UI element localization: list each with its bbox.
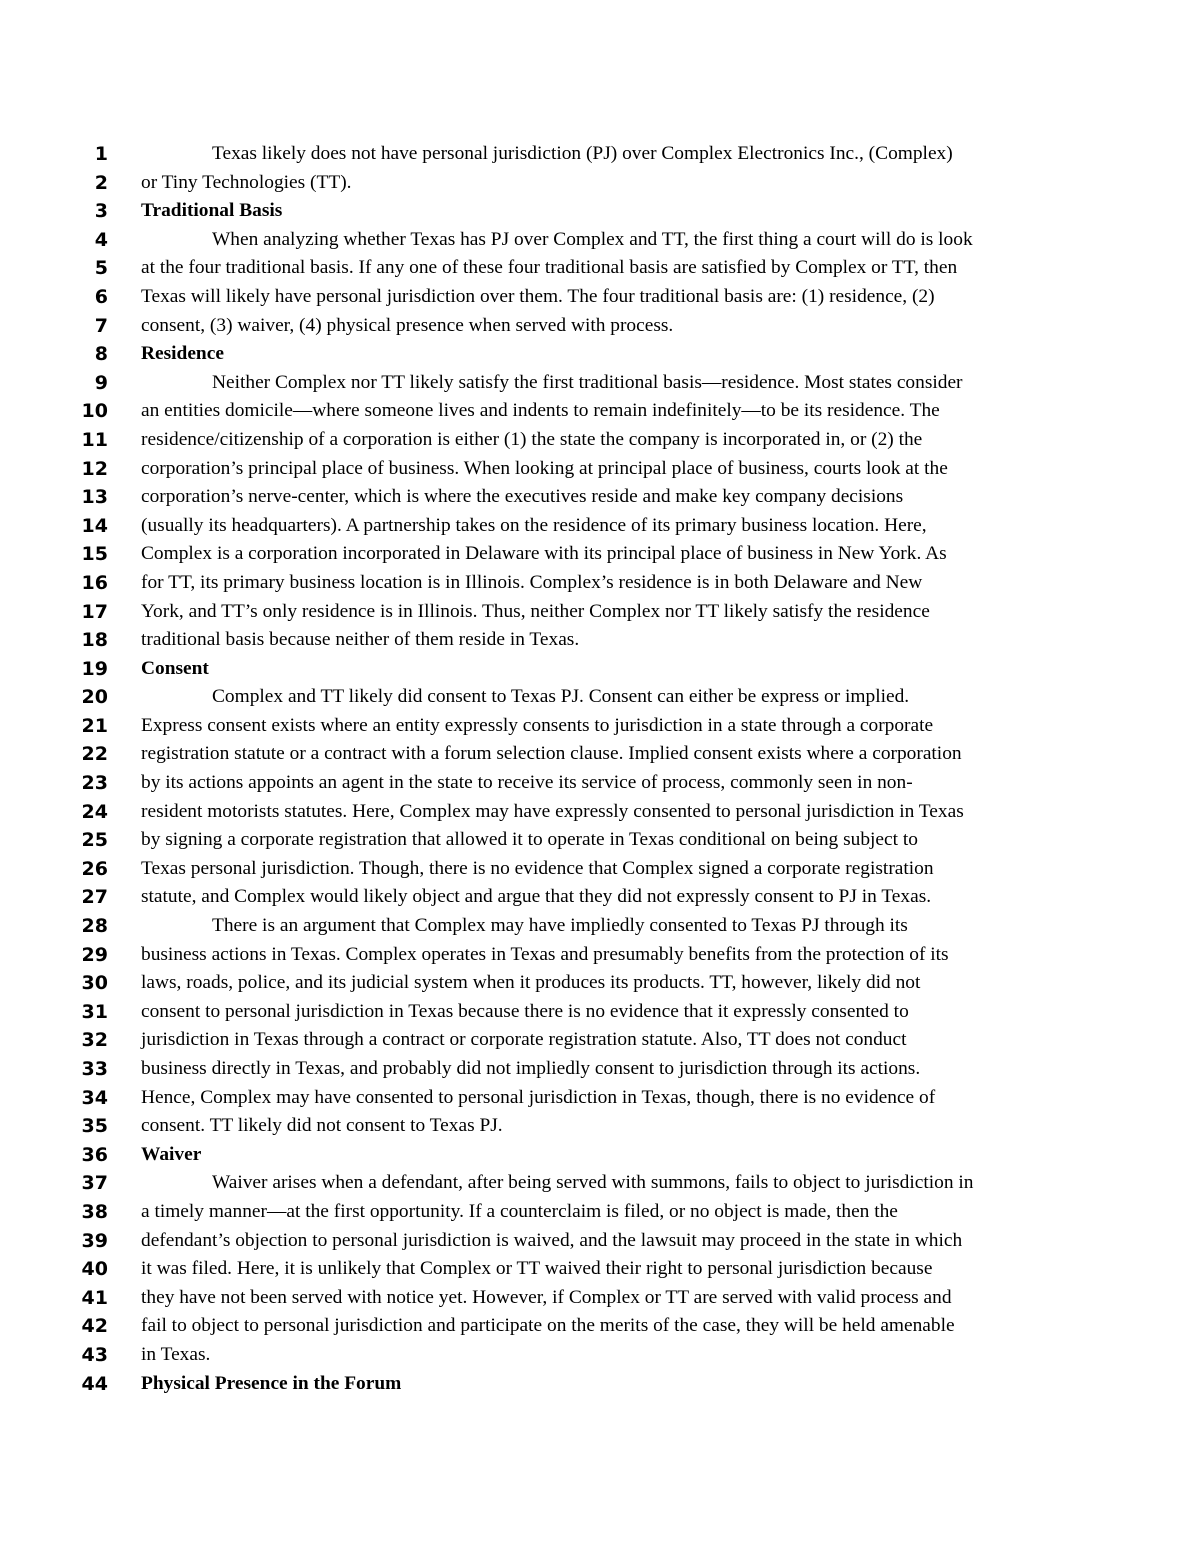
document-body (0, 140, 1200, 1398)
line-text: business directly in Texas, and probably did not impliedly consent to jurisdiction through its actions. (141, 1058, 921, 1079)
line-text: Express consent exists where an entity expressly consents to jurisdiction in a state through a corporate (141, 714, 934, 736)
document-line (0, 569, 1200, 598)
line-number: 44 (81, 1372, 108, 1395)
document-line (0, 1112, 1200, 1141)
line-text: in Texas. (141, 1343, 211, 1365)
line-number: 36 (81, 1143, 108, 1166)
document-line (0, 683, 1200, 712)
document-line (0, 1284, 1200, 1313)
line-number: 23 (81, 772, 108, 795)
document-line (0, 1227, 1200, 1256)
document-line (0, 369, 1200, 398)
line-text: resident motorists statutes. Here, Complex may have expressly consented to personal jurisdiction in Texas (141, 800, 964, 822)
line-number: 8 (94, 343, 108, 366)
section-heading: Consent (141, 657, 209, 679)
line-number: 39 (81, 1229, 108, 1252)
line-number: 32 (81, 1029, 108, 1052)
line-number: 14 (81, 514, 108, 537)
line-text: consent, (3) waiver, (4) physical presence when served with process. (141, 314, 674, 336)
document-line (0, 626, 1200, 655)
line-number: 22 (81, 743, 108, 766)
line-number: 41 (81, 1286, 108, 1309)
line-text: (usually its headquarters). A partnership takes on the residence of its primary business location. Here, (141, 514, 927, 536)
line-number: 9 (94, 371, 108, 394)
line-text: traditional basis because neither of them reside in Texas. (141, 629, 580, 651)
document-line (0, 197, 1200, 226)
line-text: it was filed. Here, it is unlikely that Complex or TT waived their right to personal jurisdiction because (141, 1258, 933, 1280)
line-number: 5 (94, 257, 108, 280)
line-text: registration statute or a contract with a forum selection clause. Implied consent exists where a corporation (141, 743, 962, 765)
line-number: 34 (81, 1086, 108, 1109)
line-text: or Tiny Technologies (TT). (141, 171, 352, 193)
line-number: 43 (81, 1343, 108, 1366)
document-line (0, 1169, 1200, 1198)
line-text: an entities domicile—where someone lives and indents to remain indefinitely—to be its residence. The (141, 400, 940, 422)
document-line (0, 655, 1200, 684)
document-line (0, 455, 1200, 484)
line-text: Texas will likely have personal jurisdiction over them. The four traditional basis are: (1) residence, (2) (141, 285, 935, 307)
line-text: jurisdiction in Texas through a contract or corporate registration statute. Also, TT does not conduct (141, 1029, 907, 1051)
line-text: defendant’s objection to personal jurisdiction is waived, and the lawsuit may proceed in the state in which (141, 1229, 963, 1251)
line-number: 7 (94, 314, 108, 337)
line-number: 15 (81, 543, 108, 566)
line-text: When analyzing whether Texas has PJ over Complex and TT, the first thing a court will do is look (212, 228, 973, 250)
line-text: Complex and TT likely did consent to Texas PJ. Consent can either be express or implied. (212, 686, 910, 708)
line-text: Texas likely does not have personal jurisdiction (PJ) over Complex Electronics Inc., (Complex) (212, 143, 953, 164)
document-line (0, 855, 1200, 884)
section-heading: Residence (141, 343, 224, 365)
line-number: 12 (81, 457, 108, 480)
document-line (0, 512, 1200, 541)
document-line (0, 426, 1200, 455)
document-line (0, 283, 1200, 312)
document-line (0, 540, 1200, 569)
document-line (0, 483, 1200, 512)
line-text: fail to object to personal jurisdiction and participate on the merits of the case, they will be held amenable (141, 1315, 955, 1337)
document-line (0, 1084, 1200, 1113)
line-text: Hence, Complex may have consented to personal jurisdiction in Texas, though, there is no evidence of (141, 1086, 936, 1108)
document-line (0, 941, 1200, 970)
line-text: laws, roads, police, and its judicial system when it produces its products. TT, however, likely did not (141, 972, 921, 994)
line-number: 40 (81, 1258, 108, 1281)
line-number: 6 (94, 285, 108, 308)
line-number: 17 (81, 600, 108, 623)
line-number: 30 (81, 972, 108, 995)
line-number: 16 (81, 571, 108, 594)
line-text: they have not been served with notice yet. However, if Complex or TT are served with valid process and (141, 1286, 952, 1308)
line-number: 13 (81, 486, 108, 509)
document-line (0, 826, 1200, 855)
line-number: 29 (81, 943, 108, 966)
line-text: for TT, its primary business location is in Illinois. Complex’s residence is in both Delaware and New (141, 571, 923, 593)
document-line (0, 769, 1200, 798)
document-line (0, 740, 1200, 769)
line-text: Waiver arises when a defendant, after being served with summons, fails to object to jurisdiction in (212, 1172, 974, 1194)
line-text: at the four traditional basis. If any one of these four traditional basis are satisfied by Complex or TT, then (141, 257, 958, 279)
line-text: business actions in Texas. Complex operates in Texas and presumably benefits from the protection of its (141, 943, 949, 965)
line-number: 10 (81, 400, 108, 423)
document-line (0, 312, 1200, 341)
line-text: Complex is a corporation incorporated in Delaware with its principal place of business in New York. As (141, 543, 947, 565)
document-line (0, 140, 1200, 169)
line-text: by signing a corporate registration that allowed it to operate in Texas conditional on being subject to (141, 829, 918, 851)
document-line (0, 226, 1200, 255)
document-line (0, 883, 1200, 912)
line-number: 35 (81, 1115, 108, 1138)
document-line (0, 340, 1200, 369)
line-text: corporation’s nerve-center, which is where the executives reside and make key company decisions (141, 486, 904, 508)
line-number: 38 (81, 1200, 108, 1223)
document-line (0, 912, 1200, 941)
line-number: 2 (94, 171, 108, 194)
section-heading: Physical Presence in the Forum (141, 1372, 402, 1394)
line-number: 26 (81, 857, 108, 880)
line-number: 33 (81, 1058, 108, 1080)
document-line (0, 169, 1200, 198)
document-line (0, 1026, 1200, 1055)
line-text: a timely manner—at the first opportunity. If a counterclaim is filed, or no object is made, then the (141, 1200, 898, 1222)
line-number: 18 (81, 629, 108, 652)
line-number: 19 (81, 657, 108, 680)
line-number: 1 (94, 143, 108, 165)
document-line (0, 1370, 1200, 1399)
line-number: 27 (81, 886, 108, 909)
document-line (0, 397, 1200, 426)
line-number: 28 (81, 915, 108, 938)
line-number: 37 (81, 1172, 108, 1195)
document-line (0, 712, 1200, 741)
line-number: 3 (94, 200, 108, 223)
line-text: Neither Complex nor TT likely satisfy the first traditional basis—residence. Most states consider (212, 371, 963, 393)
line-text: statute, and Complex would likely object and argue that they did not expressly consent to PJ in Texas. (141, 886, 932, 908)
document-line (0, 1141, 1200, 1170)
line-number: 25 (81, 829, 108, 852)
line-number: 42 (81, 1315, 108, 1338)
line-text: corporation’s principal place of business. When looking at principal place of business, courts look at the (141, 457, 948, 479)
line-text: York, and TT’s only residence is in Illinois. Thus, neither Complex nor TT likely satisfy the residence (141, 600, 930, 622)
line-text: There is an argument that Complex may have impliedly consented to Texas PJ through its (212, 915, 908, 937)
document-line (0, 1341, 1200, 1370)
document-line (0, 1255, 1200, 1284)
document-line (0, 254, 1200, 283)
line-text: consent to personal jurisdiction in Texas because there is no evidence that it expressly consented to (141, 1000, 909, 1022)
line-number: 11 (81, 428, 108, 451)
line-text: residence/citizenship of a corporation is either (1) the state the company is incorporated in, or (2) the (141, 428, 923, 450)
document-line (0, 1198, 1200, 1227)
document-line (0, 1055, 1200, 1084)
line-number: 4 (94, 228, 108, 251)
section-heading: Traditional Basis (141, 200, 283, 222)
line-number: 31 (81, 1000, 108, 1023)
line-number: 21 (81, 714, 108, 737)
section-heading: Waiver (141, 1143, 202, 1165)
document-line (0, 1312, 1200, 1341)
document-line (0, 998, 1200, 1027)
line-text: consent. TT likely did not consent to Texas PJ. (141, 1115, 503, 1137)
line-text: Texas personal jurisdiction. Though, there is no evidence that Complex signed a corporate registration (141, 857, 934, 879)
line-number: 24 (81, 800, 108, 823)
document-line (0, 598, 1200, 627)
document-line (0, 969, 1200, 998)
line-number: 20 (81, 686, 108, 709)
line-text: by its actions appoints an agent in the state to receive its service of process, commonly seen in non- (141, 772, 913, 794)
document-line (0, 798, 1200, 827)
